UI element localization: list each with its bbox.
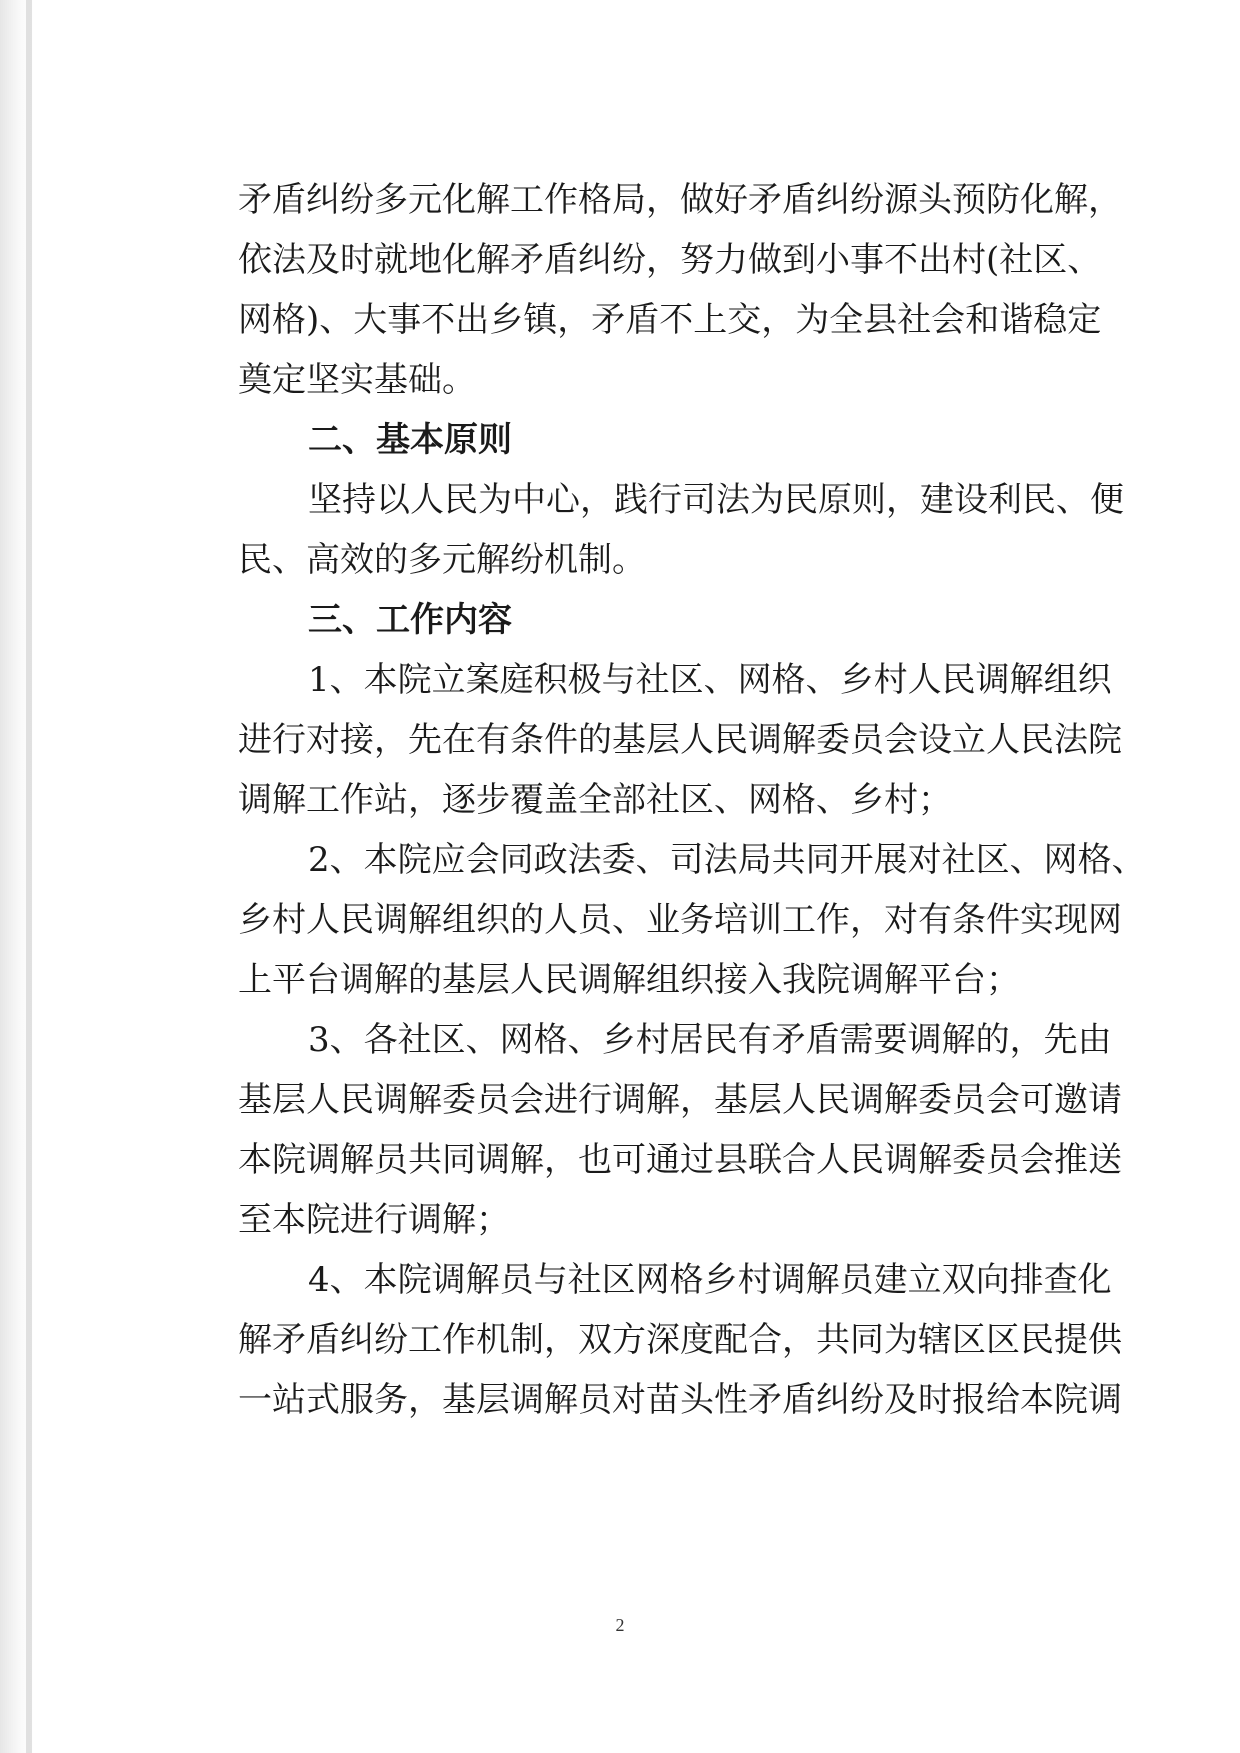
paragraph-line: 矛盾纠纷多元化解工作格局，做好矛盾纠纷源头预防化解， — [238, 180, 1122, 220]
list-item-line: 2、本院应会同政法委、司法局共同开展对社区、网格、 — [308, 840, 1146, 880]
list-item-line: 一站式服务，基层调解员对苗头性矛盾纠纷及时报给本院调 — [238, 1380, 1122, 1420]
list-item-line: 基层人民调解委员会进行调解，基层人民调解委员会可邀请 — [238, 1080, 1122, 1120]
paragraph-line: 奠定坚实基础。 — [238, 360, 476, 400]
list-item-line: 调解工作站，逐步覆盖全部社区、网格、乡村； — [238, 780, 952, 820]
paragraph-line: 网格)、大事不出乡镇，矛盾不上交，为全县社会和谐稳定 — [238, 300, 1102, 340]
list-item-line: 上平台调解的基层人民调解组织接入我院调解平台； — [238, 960, 1020, 1000]
paragraph-line: 民、高效的多元解纷机制。 — [238, 540, 646, 580]
list-item-line: 本院调解员共同调解，也可通过县联合人民调解委员会推送 — [238, 1140, 1122, 1180]
list-item-line: 乡村人民调解组织的人员、业务培训工作，对有条件实现网 — [238, 900, 1122, 940]
paragraph-line: 坚持以人民为中心，践行司法为民原则，建设利民、便 — [308, 480, 1124, 520]
list-item-line: 进行对接，先在有条件的基层人民调解委员会设立人民法院 — [238, 720, 1122, 760]
paragraph-line: 依法及时就地化解矛盾纠纷，努力做到小事不出村(社区、 — [238, 240, 1102, 280]
page-number: 2 — [615, 1615, 625, 1635]
list-item-line: 至本院进行调解； — [238, 1200, 510, 1240]
list-item-line: 4、本院调解员与社区网格乡村调解员建立双向排查化 — [308, 1260, 1112, 1300]
list-item-line: 3、各社区、网格、乡村居民有矛盾需要调解的，先由 — [308, 1020, 1112, 1060]
list-item-line: 1、本院立案庭积极与社区、网格、乡村人民调解组织 — [308, 660, 1112, 700]
section-heading-basic-principles: 二、基本原则 — [308, 420, 512, 460]
list-item-line: 解矛盾纠纷工作机制，双方深度配合，共同为辖区区民提供 — [238, 1320, 1122, 1360]
scan-binding-line — [26, 0, 32, 1753]
section-heading-work-content: 三、工作内容 — [308, 600, 512, 640]
